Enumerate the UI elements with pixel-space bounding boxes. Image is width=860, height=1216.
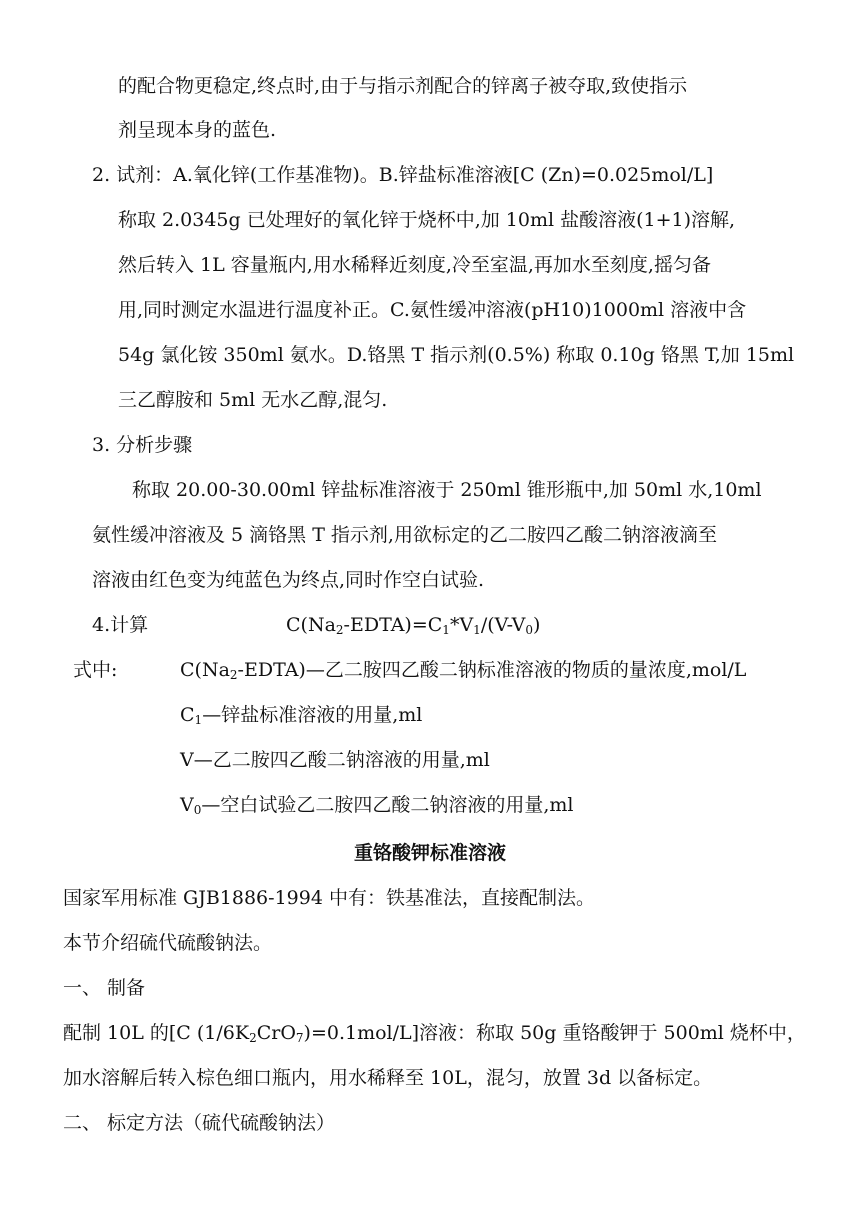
formula: $C(Na_2-EDTA)=C_1*V_1/(V-V_0)$: [286, 614, 541, 637]
paragraph-line: 加水溶解后转入棕色细口瓶内，用水稀释至 10L，混匀，放置 3d 以备标定。: [63, 1067, 713, 1089]
calc-heading: 4.计算: [92, 614, 149, 636]
definition-line: $V_0—$空白试验乙二胺四乙酸二钠溶液的用量,ml: [180, 794, 574, 817]
reagents-line: 2. 试剂：A.氧化锌(工作基准物)。B.锌盐标准溶液[C (Zn)=0.025mol/L]: [92, 164, 714, 186]
reagents-line: 称取 2.0345g 已处理好的氧化锌于烧杯中,加 10ml 盐酸溶液(1+1)溶解,: [118, 209, 736, 231]
paragraph-line: 本节介绍硫代硫酸钠法。: [63, 932, 273, 954]
paragraph-line: 配制 10L 的[C $(1/6K_2CrO_7)=0.1mol/L$]溶液：称取 50g 重铬酸钾于 500ml 烧杯中，: [63, 1022, 806, 1045]
section-title: 重铬酸钾标准溶液: [353, 842, 506, 864]
reagents-line: 三乙醇胺和 5ml 无水乙醇,混匀.: [118, 389, 388, 411]
reagents-line: 用,同时测定水温进行温度补正。C.氨性缓冲溶液(pH10)1000ml 溶液中含: [118, 299, 747, 321]
where-label: 式中:: [73, 659, 118, 681]
section-heading: 一、 制备: [63, 977, 146, 999]
definition-line: $C(Na_2-EDTA)—$乙二胺四乙酸二钠标准溶液的物质的量浓度,mol/L: [180, 659, 747, 682]
definition-line: V—乙二胺四乙酸二钠溶液的用量,ml: [180, 749, 490, 771]
reagents-line: 54g 氯化铵 350ml 氨水。D.铬黑 T 指示剂(0.5%) 称取 0.10g 铬黑 T,加 15ml: [118, 344, 795, 366]
paragraph-line: 剂呈现本身的蓝色.: [118, 119, 277, 141]
reagents-line: 然后转入 1L 容量瓶内,用水稀释近刻度,冷至室温,再加水至刻度,摇匀备: [118, 254, 711, 276]
definition-line: $C_1—$锌盐标准溶液的用量,ml: [180, 704, 423, 727]
steps-line: 氨性缓冲溶液及 5 滴铬黑 T 指示剂,用欲标定的乙二胺四乙酸二钠溶液滴至: [92, 524, 717, 546]
steps-heading: 3. 分析步骤: [92, 434, 193, 456]
steps-line: 溶液由红色变为纯蓝色为终点,同时作空白试验.: [92, 569, 485, 591]
section-heading: 二、 标定方法（硫代硫酸钠法）: [63, 1112, 336, 1134]
steps-line: 称取 20.00-30.00ml 锌盐标准溶液于 250ml 锥形瓶中,加 50ml 水,10ml: [132, 479, 762, 501]
paragraph-line: 的配合物更稳定,终点时,由于与指示剂配合的锌离子被夺取,致使指示: [118, 75, 688, 97]
paragraph-line: 国家军用标准 GJB1886-1994 中有：铁基准法，直接配制法。: [63, 887, 595, 909]
